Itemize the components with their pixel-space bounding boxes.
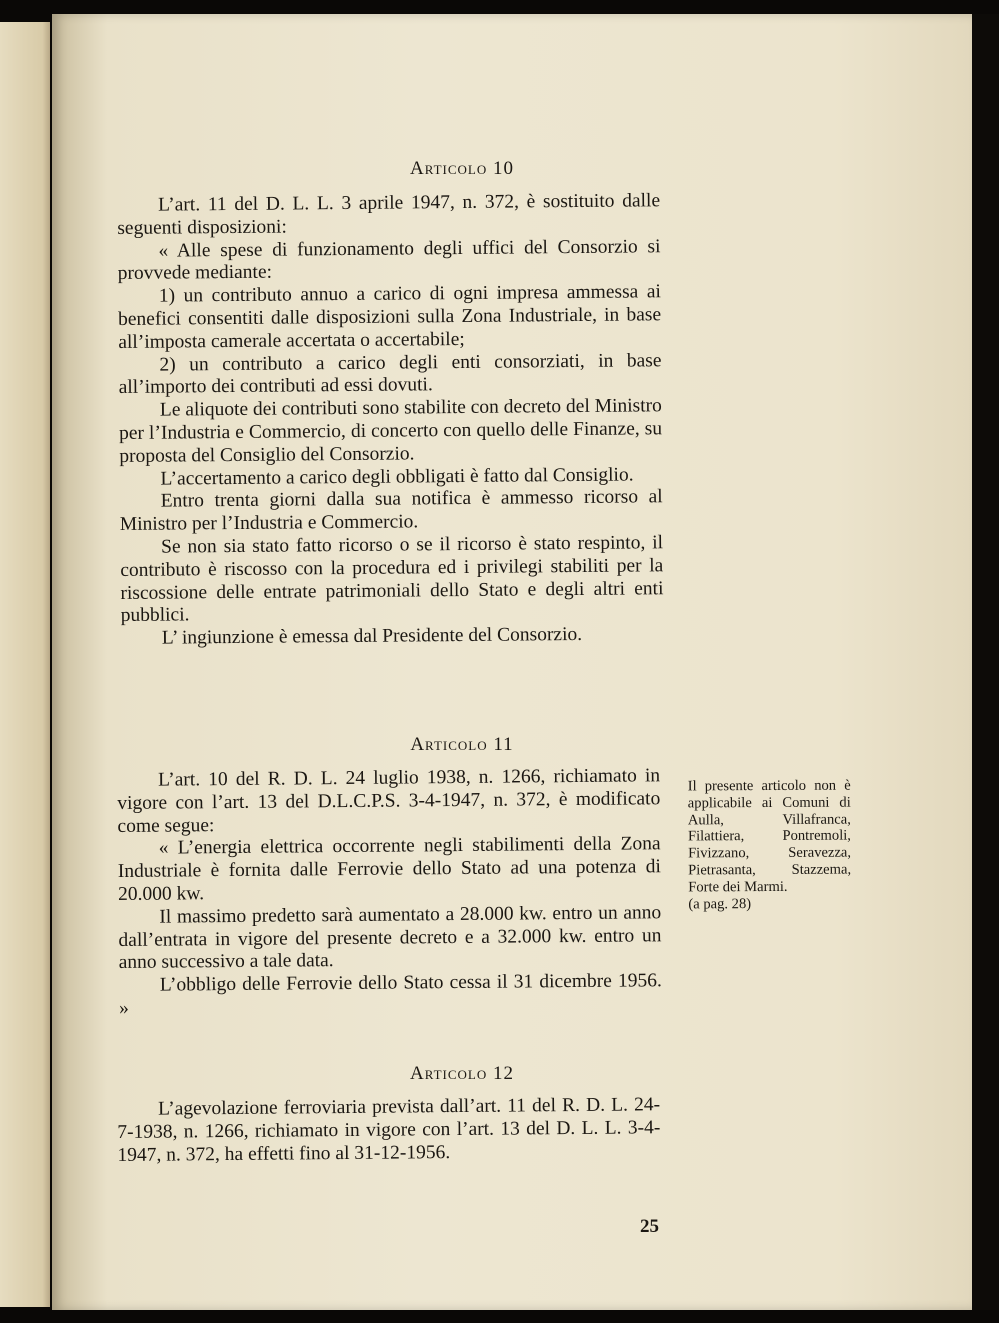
article-10-paragraph: L’ ingiunzione è emessa dal Presidente del Consorzio. [161, 624, 583, 649]
article-10-paragraph: Se non sia stato fatto ricorso o se il ricorso è stato respinto, il contributo è riscosso con la procedura ed i privilegi stabiliti per la riscossione delle entrate patrimoniali dello Stato e degli altri enti pubblici. [120, 532, 664, 627]
article-11-body [117, 765, 662, 1020]
article-10-body [117, 190, 664, 651]
facing-page-edge [0, 22, 50, 1307]
article-12-heading: Articolo 12 [409, 1063, 515, 1084]
article-12-paragraph: L’agevolazione ferroviaria prevista dall’art. 11 del R. D. L. 24-7-1938, n. 1266, richiamato in vigore con l’art. 13 del D. L. L. 3-4-1947, n. 372, ha effetti fino al 31-12-1956. [117, 1094, 661, 1166]
article-11-paragraph: Il massimo predetto sarà aumentato a 28.000 kw. entro un anno dall’entrata in vigore del presente decreto e a 32.000 kw. entro un anno successivo a tale data. [118, 902, 662, 974]
scan-background [972, 14, 999, 1310]
article-11-heading: Articolo 11 [410, 734, 514, 755]
article-10-heading: Articolo 10 [409, 158, 515, 179]
article-11-paragraph: « L’energia elettrica occorrente negli stabilimenti della Zona Industriale è fornita dalle Ferrovie dello Stato ad una potenza di 20.000 kw. [117, 833, 661, 905]
page-number: 25 [640, 1216, 659, 1237]
article-11-paragraph: L’art. 10 del R. D. L. 24 luglio 1938, n. 1266, richiamato in vigore con l’art. 13 del D.L.C.P.S. 3-4-1947, n. 372, è modificato come segue: [117, 765, 661, 837]
article-12-body [117, 1094, 661, 1167]
article-11-paragraph: L’obbligo delle Ferrovie dello Stato cessa il 31 dicembre 1956. » [118, 970, 662, 1019]
margin-note-text: Il presente articolo non è applicabile ai Comuni di Aulla, Villafranca, Filattiera, Pontremoli, Fivizzano, Seravezza, Pietrasanta, Stazzema, Forte dei Marmi. [687, 777, 852, 896]
article-10-paragraph: L’accertamento a carico degli obbligati è fatto dal Consiglio. [160, 464, 634, 490]
article-10-paragraph: Entro trenta giorni dalla sua notifica è ammesso ricorso al Ministro per l’Industria e Commercio. [119, 486, 663, 536]
article-10-paragraph: « Alle spese di funzionamento degli uffici del Consorzio si provvede mediante: [117, 235, 661, 285]
article-10-paragraph: Le aliquote dei contributi sono stabilite con decreto del Ministro per l’Industria e Commercio, di concerto con quello delle Finanze, su proposta del Consiglio del Consorzio. [118, 395, 663, 467]
article-10-paragraph: 1) un contributo annuo a carico di ogni impresa ammessa ai benefici consentiti dalle disposizioni sulla Zona Industriale, in base all’imposta camerale accertata o accertabile; [117, 281, 662, 353]
margin-note-reference: (a pag. 28) [688, 895, 752, 913]
article-10-paragraph: 2) un contributo a carico degli enti consorziati, in base all’importo dei contributi ad essi dovuti. [118, 349, 662, 399]
margin-note [688, 778, 852, 913]
document-page [52, 14, 972, 1310]
article-10-paragraph: L’art. 11 del D. L. L. 3 aprile 1947, n. 372, è sostituito dalle seguenti disposizioni: [117, 190, 661, 239]
